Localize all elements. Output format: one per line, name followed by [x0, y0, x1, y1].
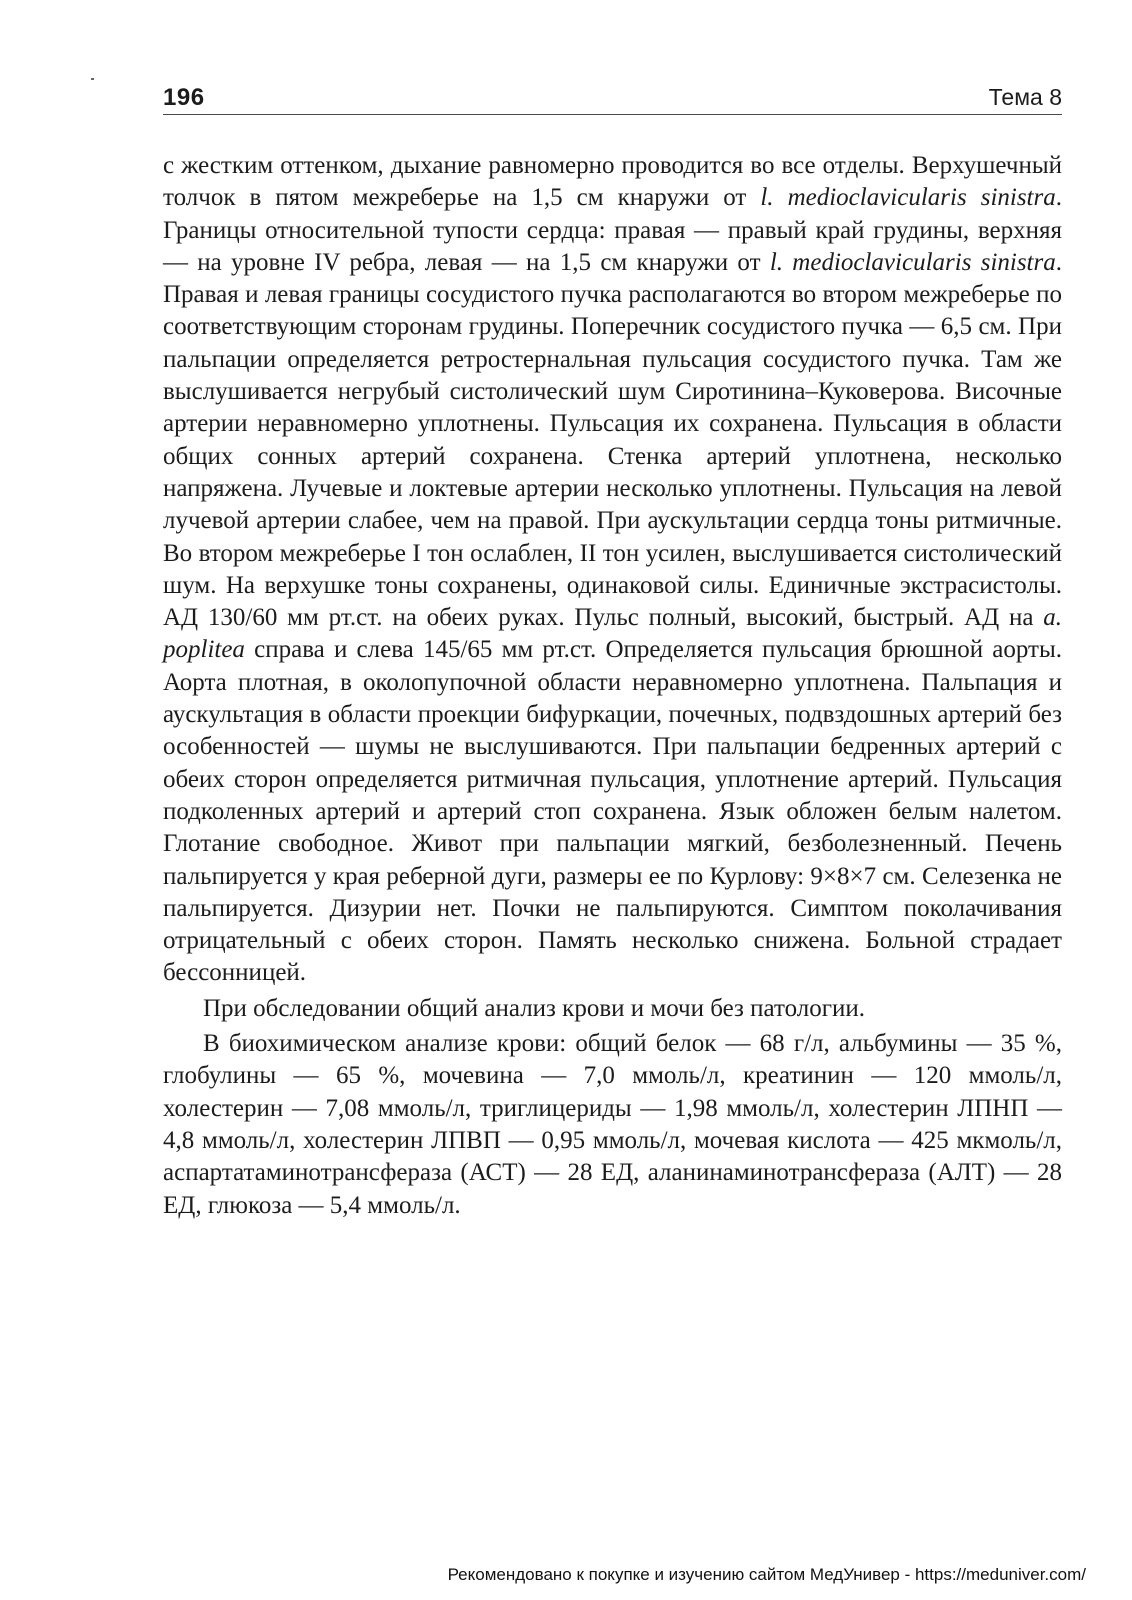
paragraph-examination — [163, 150, 1062, 990]
scan-mark — [91, 78, 94, 80]
footer-recommendation: Рекомендовано к покупке и изучению сайтом МедУнивер - https://meduniver.com/ — [447, 1565, 1086, 1584]
latin-term: l. medioclavicularis sinistra — [769, 248, 1056, 276]
text-run: справа и слева 145/65 мм рт.ст. Определяется пульсация брюшной аорты. Аорта плотная, в околопупочной области неравномерно уплотнена. Пальпация и аускультация в области проекции бифуркации, почечных, подвздошных артерий без особенностей — шумы не выслушиваются. При пальпации бедренных артерий с обеих сторон определяется ритмичная пульсация, уплотнение артерий. Пульсация подколенных артерий и артерий стоп сохранена. Язык обложен белым налетом. Глотание свободное. Живот при пальпации мягкий, безболезненный. Печень пальпируется у края реберной дуги, размеры ее по Курлову: 9×8×7 см. Селезенка не пальпируется. Дизурии нет. Почки не пальпируются. Симптом поколачивания отрицательный с обеих сторон. Память несколько снижена. Больной страдает бессонницей. — [163, 636, 1062, 987]
paragraph-biochemistry — [163, 1028, 1062, 1222]
text-run: . Границы относительной тупости сердца: правая — правый край грудины, верхняя — на уровне IV ребра, левая — на 1,5 см кнаружи от — [163, 184, 1062, 276]
paragraph-general-analysis — [163, 993, 1062, 1025]
page-header — [163, 80, 1062, 115]
latin-term: a. poplitea — [163, 604, 1062, 664]
text-run: . Правая и левая границы сосудистого пучка располагаются во втором межреберье по соответствующим сторонам грудины. Поперечник сосудистого пучка — 6,5 см. При пальпации определяется ретростернальная пульсация сосудистого пучка. Там же выслушивается негрубый систолический шум Сиротинина–Куковерова. Височные артерии неравномерно уплотнены. Пульсация их сохранена. Пульсация в области общих сонных артерий сохранена. Стенка артерий уплотнена, несколько напряжена. Лучевые и локтевые артерии несколько уплотнены. Пульсация на левой лучевой артерии слабее, чем на правой. При аускультации сердца тоны ритмичные. Во втором межреберье I тон ослаблен, II тон усилен, выслушивается систолический шум. На верхушке тоны сохранены, одинаковой силы. Единичные экстрасистолы. АД 130/60 мм рт.ст. на обеих руках. Пульс полный, высокий, быстрый. АД на — [163, 248, 1062, 632]
latin-term: l. medioclavicularis sinistra — [760, 184, 1056, 212]
text-run: При обследовании общий анализ крови и мочи без патологии. — [203, 994, 865, 1022]
page-number: 196 — [163, 84, 205, 111]
body-text — [163, 150, 1062, 1222]
text-run: В биохимическом анализе крови: общий белок — 68 г/л, альбумины — 35 %, глобулины — 65 %, мочевина — 7,0 ммоль/л, креатинин — 120 ммоль/л, холестерин — 7,08 ммоль/л, триглицериды — 1,98 ммоль/л, холестерин ЛПНП — 4,8 ммоль/л, холестерин ЛПВП — 0,95 ммоль/л, мочевая кислота — 425 мкмоль/л, аспартатаминотрансфераза (АСТ) — 28 ЕД, аланинаминотрансфераза (АЛТ) — 28 ЕД, глюкоза — 5,4 ммоль/л. — [163, 1030, 1062, 1219]
running-head: Тема 8 — [988, 84, 1062, 110]
text-run: с жестким оттенком, дыхание равномерно проводится во все отделы. Верхушечный толчок в пятом межреберье на 1,5 см кнаружи от — [163, 152, 1062, 212]
